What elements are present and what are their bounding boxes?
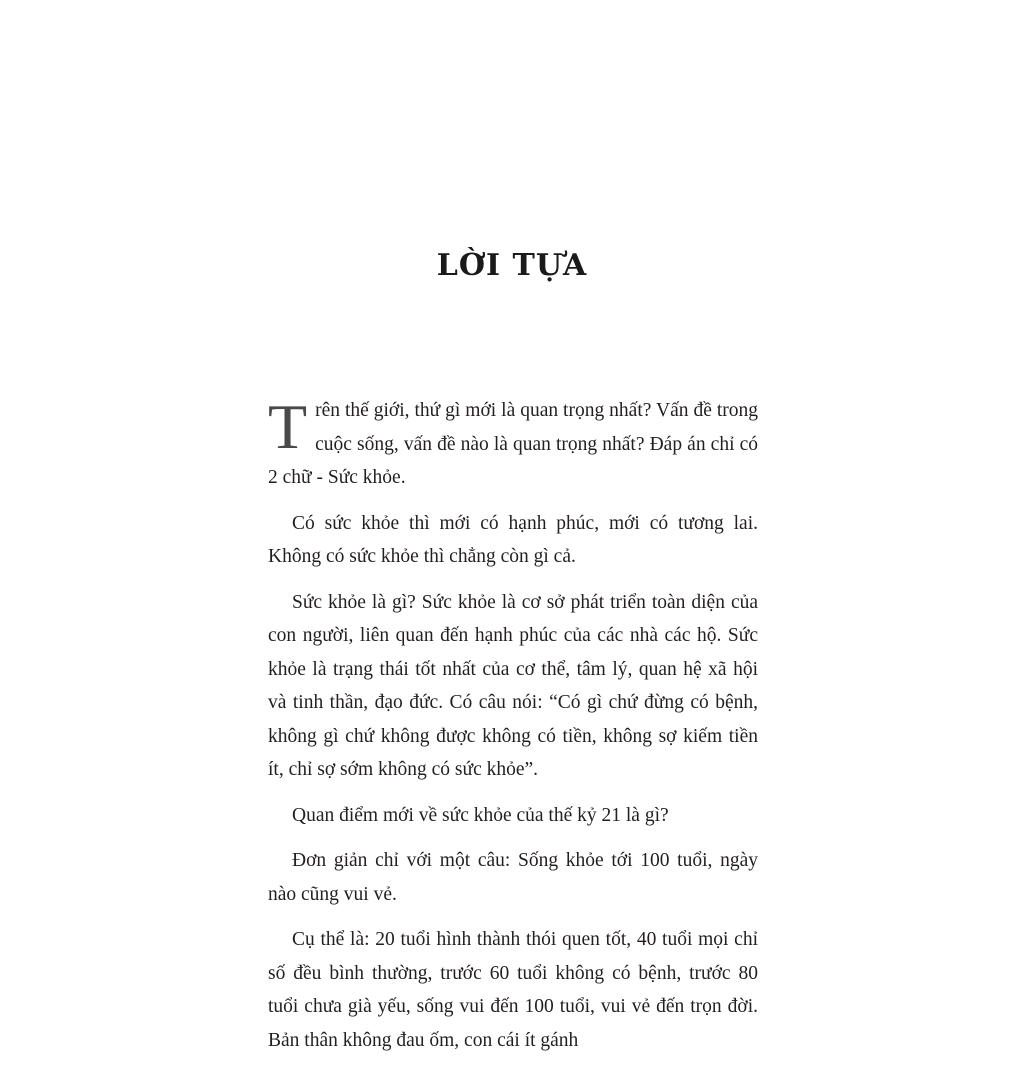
paragraph-2: Có sức khỏe thì mới có hạnh phúc, mới có tương lai. Không có sức khỏe thì chẳng còn gì cả.	[268, 512, 758, 567]
paragraph-6: Cụ thể là: 20 tuổi hình thành thói quen tốt, 40 tuổi mọi chỉ số đều bình thường, trước 60 tuổi không có bệnh, trước 80 tuổi chưa già yếu, sống vui đến 100 tuổi, vui vẻ đến trọn đời. Bản thân không đau ốm, con cái ít gánh	[268, 929, 758, 1051]
paragraph-1-text: rên thế giới, thứ gì mới là quan trọng nhất? Vấn đề trong cuộc sống, vấn đề nào là quan trọng nhất? Đáp án chỉ có 2 chữ - Sức khỏe.	[268, 400, 758, 488]
paragraph-3: Sức khỏe là gì? Sức khỏe là cơ sở phát triển toàn diện của con người, liên quan đến hạnh phúc của các nhà các hộ. Sức khỏe là trạng thái tốt nhất của cơ thể, tâm lý, quan hệ xã hội và tinh thần, đạo đức. Có câu nói: “Có gì chứ đừng có bệnh, không gì chứ không được không có tiền, không sợ kiếm tiền ít, chỉ sợ sớm không có sức khỏe”.	[268, 591, 758, 780]
preface-body	[268, 391, 758, 1069]
paragraph-5: Đơn giản chỉ với một câu: Sống khỏe tới 100 tuổi, ngày nào cũng vui vẻ.	[268, 850, 758, 905]
drop-cap-letter: T	[268, 391, 308, 462]
paragraph-1	[268, 391, 758, 495]
chapter-title: LỜI TỰA	[436, 248, 588, 283]
paragraph-4: Quan điểm mới về sức khỏe của thế kỷ 21 là gì?	[292, 804, 669, 826]
